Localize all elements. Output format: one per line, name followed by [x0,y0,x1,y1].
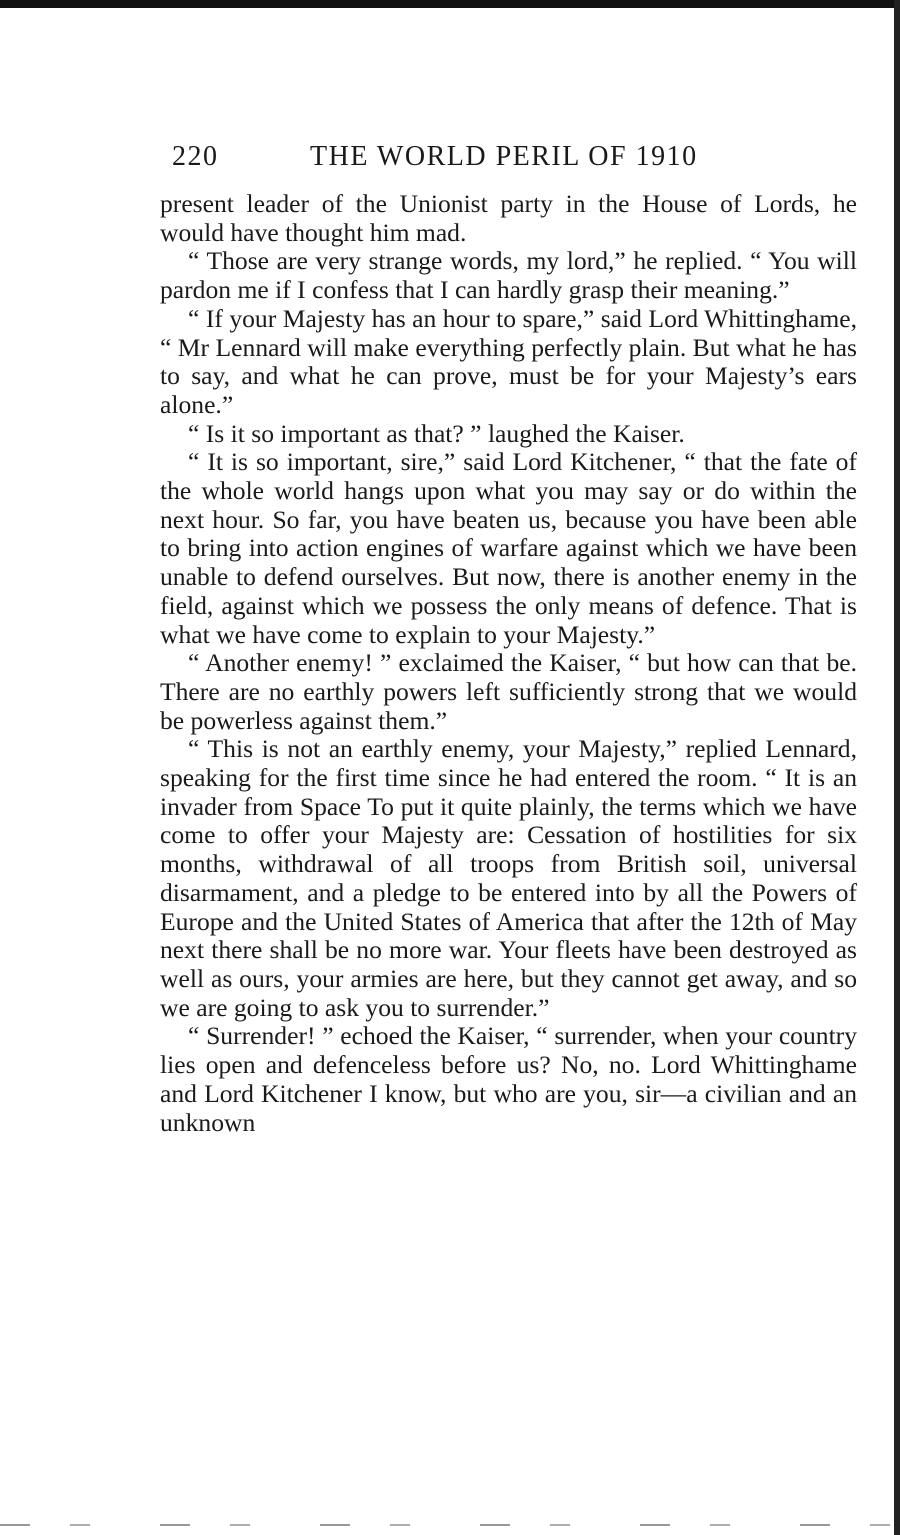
scan-bottom-edge [0,1524,900,1526]
paragraph: “ Those are very strange words, my lord,” he replied. “ You will pardon me if I confess that I can hardly grasp their meaning.” [160,246,857,305]
running-title: THE WORLD PERIL OF 1910 [310,141,698,172]
page-number: 220 [172,141,219,172]
paragraph: “ Another enemy! ” exclaimed the Kaiser, “ but how can that be. There are no earthly powers left sufficiently strong that we would be powerless against them.” [160,648,857,735]
paragraph: “ This is not an earthly enemy, your Majesty,” replied Lennard, speaking for the first time since he had entered the room. “ It is an invader from Space To put it quite plainly, the terms which we have come to offer your Majesty are: Cessation of hostilities for six months, withdrawal of all troops from British soil, universal disarmament, and a pledge to be entered into by all the Powers of Europe and the United States of America that after the 12th of May next there shall be no more war. Your fleets have been destroyed as well as ours, your armies are here, but they cannot get away, and so we are going to ask you to surrender.” [160,734,857,1022]
paragraph: “ If your Majesty has an hour to spare,” said Lord Whittinghame, “ Mr Lennard will make everything perfectly plain. But what he has to say, and what he can prove, must be for your Majesty’s ears alone.” [160,303,857,419]
paragraph: “ Surrender! ” echoed the Kaiser, “ surrender, when your country lies open and defenceless before us? No, no. Lord Whittinghame and Lord Kitchener I know, but who are you, sir—a civilian and an unknown [160,1021,857,1137]
scan-right-edge [894,0,900,1535]
paragraph: “ It is so important, sire,” said Lord Kitchener, “ that the fate of the whole world hangs upon what you may say or do within the next hour. So far, you have beaten us, because you have been able to bring into action engines of warfare against which we have been unable to defend ourselves. But now, there is another enemy in the field, against which we possess the only means of defence. That is what we have come to explain to your Majesty.” [160,447,857,649]
body-text [160,190,857,1137]
paragraph: “ Is it so important as that? ” laughed the Kaiser. [188,418,685,448]
paragraph: present leader of the Unionist party in the House of Lords, he would have thought him mad. [160,189,857,247]
page-header [160,135,857,179]
book-page [160,135,857,1137]
scan-top-edge [0,0,900,8]
